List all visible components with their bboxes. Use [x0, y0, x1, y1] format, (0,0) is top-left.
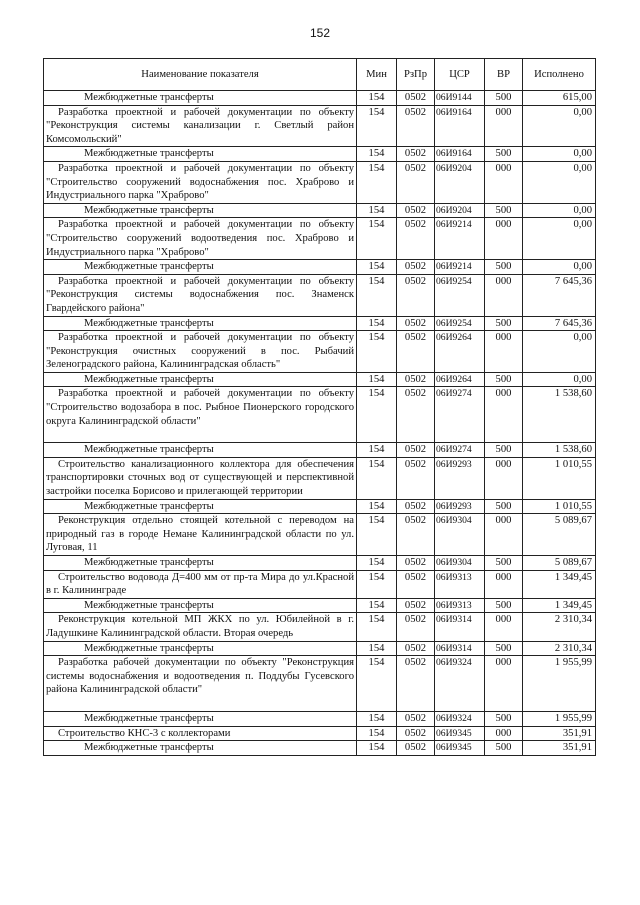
- row-csr: 06И9254: [435, 274, 485, 316]
- row-rzpr: 0502: [397, 711, 435, 726]
- row-rzpr: 0502: [397, 457, 435, 499]
- row-csr: 06И9345: [435, 726, 485, 741]
- row-done: 351,91: [523, 741, 596, 756]
- row-done: 351,91: [523, 726, 596, 741]
- row-min: 154: [357, 726, 397, 741]
- row-vr: 500: [485, 741, 523, 756]
- row-min: 154: [357, 147, 397, 162]
- row-done: 1 349,45: [523, 598, 596, 613]
- row-vr: 000: [485, 387, 523, 443]
- row-vr: 000: [485, 613, 523, 641]
- row-min: 154: [357, 656, 397, 712]
- row-done: 5 089,67: [523, 514, 596, 556]
- row-done: 2 310,34: [523, 613, 596, 641]
- row-done: 0,00: [523, 147, 596, 162]
- row-vr: 500: [485, 443, 523, 458]
- row-min: 154: [357, 387, 397, 443]
- row-name: Строительство КНС-3 с коллекторами: [44, 726, 357, 741]
- row-min: 154: [357, 499, 397, 514]
- table-row: [44, 218, 596, 260]
- table-row: [44, 457, 596, 499]
- table-row: [44, 91, 596, 106]
- header-name: Наименование показателя: [44, 59, 357, 91]
- row-csr: 06И9274: [435, 387, 485, 443]
- row-min: 154: [357, 457, 397, 499]
- row-vr: 500: [485, 147, 523, 162]
- budget-table: [43, 58, 596, 756]
- table-body: [44, 91, 596, 756]
- row-rzpr: 0502: [397, 147, 435, 162]
- row-done: 0,00: [523, 161, 596, 203]
- row-rzpr: 0502: [397, 161, 435, 203]
- row-rzpr: 0502: [397, 105, 435, 147]
- row-rzpr: 0502: [397, 387, 435, 443]
- row-done: 1 538,60: [523, 387, 596, 443]
- row-csr: 06И9164: [435, 147, 485, 162]
- table-header-row: [44, 59, 596, 91]
- table-row: [44, 331, 596, 373]
- row-done: 5 089,67: [523, 556, 596, 571]
- row-min: 154: [357, 741, 397, 756]
- table-row: [44, 203, 596, 218]
- row-vr: 000: [485, 457, 523, 499]
- row-vr: 000: [485, 274, 523, 316]
- row-done: 7 645,36: [523, 274, 596, 316]
- row-vr: 500: [485, 556, 523, 571]
- row-done: 0,00: [523, 372, 596, 387]
- table-row: [44, 443, 596, 458]
- row-vr: 500: [485, 598, 523, 613]
- row-name: Межбюджетные трансферты: [44, 147, 357, 162]
- row-done: 2 310,34: [523, 641, 596, 656]
- table-row: [44, 726, 596, 741]
- table-row: [44, 514, 596, 556]
- table-row: [44, 105, 596, 147]
- row-vr: 500: [485, 711, 523, 726]
- row-name: Разработка проектной и рабочей документации по объекту "Реконструкция очистных сооружений в пос. Рыбачий Зеленоградского района, Калининградская область": [44, 331, 357, 373]
- row-vr: 000: [485, 570, 523, 598]
- row-min: 154: [357, 570, 397, 598]
- row-csr: 06И9254: [435, 316, 485, 331]
- row-csr: 06И9144: [435, 91, 485, 106]
- row-done: 0,00: [523, 218, 596, 260]
- row-name: Межбюджетные трансферты: [44, 203, 357, 218]
- row-name: Межбюджетные трансферты: [44, 556, 357, 571]
- row-csr: 06И9324: [435, 711, 485, 726]
- row-done: 7 645,36: [523, 316, 596, 331]
- row-rzpr: 0502: [397, 499, 435, 514]
- row-rzpr: 0502: [397, 598, 435, 613]
- row-min: 154: [357, 372, 397, 387]
- row-vr: 500: [485, 203, 523, 218]
- row-name: Межбюджетные трансферты: [44, 316, 357, 331]
- row-csr: 06И9214: [435, 260, 485, 275]
- row-done: 1 349,45: [523, 570, 596, 598]
- row-name: Разработка проектной и рабочей документации по объекту "Строительство сооружений водоотведения пос. Храброво и Индустриального парка "Храброво": [44, 218, 357, 260]
- row-name: Межбюджетные трансферты: [44, 260, 357, 275]
- row-min: 154: [357, 91, 397, 106]
- row-name: Межбюджетные трансферты: [44, 443, 357, 458]
- row-rzpr: 0502: [397, 656, 435, 712]
- table-row: [44, 570, 596, 598]
- table-row: [44, 613, 596, 641]
- row-rzpr: 0502: [397, 741, 435, 756]
- row-rzpr: 0502: [397, 641, 435, 656]
- row-rzpr: 0502: [397, 331, 435, 373]
- row-vr: 000: [485, 514, 523, 556]
- table-row: [44, 147, 596, 162]
- row-name: Разработка проектной и рабочей документации по объекту "Реконструкция системы канализации г. Светлый район Комсомольский": [44, 105, 357, 147]
- row-csr: 06И9314: [435, 641, 485, 656]
- row-vr: 000: [485, 161, 523, 203]
- row-min: 154: [357, 443, 397, 458]
- row-rzpr: 0502: [397, 316, 435, 331]
- row-name: Разработка рабочей документации по объекту "Реконструкция системы водоснабжения и водоотведения п. Поддубы Гусевского района Калининградской области": [44, 656, 357, 712]
- row-name: Межбюджетные трансферты: [44, 598, 357, 613]
- row-rzpr: 0502: [397, 514, 435, 556]
- row-name: Разработка проектной и рабочей документации по объекту "Реконструкция системы водоснабжения пос. Знаменск Гвардейского района": [44, 274, 357, 316]
- row-rzpr: 0502: [397, 91, 435, 106]
- row-vr: 000: [485, 331, 523, 373]
- table-row: [44, 260, 596, 275]
- row-rzpr: 0502: [397, 443, 435, 458]
- row-done: 1 010,55: [523, 457, 596, 499]
- row-min: 154: [357, 641, 397, 656]
- row-name: Реконструкция котельной МП ЖКХ по ул. Юбилейной в г. Ладушкине Калининградской области. Вторая очередь: [44, 613, 357, 641]
- table-row: [44, 656, 596, 712]
- row-rzpr: 0502: [397, 613, 435, 641]
- row-name: Реконструкция отдельно стоящей котельной с переводом на природный газ в городе Немане Калининградской области по ул. Луговая, 11: [44, 514, 357, 556]
- row-csr: 06И9204: [435, 161, 485, 203]
- row-done: 1 010,55: [523, 499, 596, 514]
- row-vr: 500: [485, 499, 523, 514]
- row-min: 154: [357, 598, 397, 613]
- row-vr: 000: [485, 105, 523, 147]
- header-vr: ВР: [485, 59, 523, 91]
- row-csr: 06И9324: [435, 656, 485, 712]
- row-min: 154: [357, 161, 397, 203]
- table-row: [44, 598, 596, 613]
- table-row: [44, 711, 596, 726]
- row-vr: 000: [485, 726, 523, 741]
- header-done: Исполнено: [523, 59, 596, 91]
- table-row: [44, 741, 596, 756]
- row-done: 0,00: [523, 203, 596, 218]
- row-csr: 06И9314: [435, 613, 485, 641]
- row-done: 0,00: [523, 331, 596, 373]
- row-rzpr: 0502: [397, 726, 435, 741]
- row-csr: 06И9304: [435, 514, 485, 556]
- row-csr: 06И9164: [435, 105, 485, 147]
- row-vr: 000: [485, 656, 523, 712]
- row-rzpr: 0502: [397, 274, 435, 316]
- row-min: 154: [357, 711, 397, 726]
- page-number: 152: [309, 26, 331, 40]
- table-row: [44, 556, 596, 571]
- row-done: 1 538,60: [523, 443, 596, 458]
- row-done: 1 955,99: [523, 711, 596, 726]
- header-min: Мин: [357, 59, 397, 91]
- row-rzpr: 0502: [397, 218, 435, 260]
- table-row: [44, 387, 596, 443]
- row-vr: 500: [485, 91, 523, 106]
- header-csr: ЦСР: [435, 59, 485, 91]
- row-csr: 06И9293: [435, 499, 485, 514]
- row-vr: 500: [485, 316, 523, 331]
- row-name: Разработка проектной и рабочей документации по объекту "Строительство водозабора в пос. Рыбное Пионерского городского округа Калининградской области": [44, 387, 357, 443]
- row-rzpr: 0502: [397, 556, 435, 571]
- table-row: [44, 499, 596, 514]
- row-name: Межбюджетные трансферты: [44, 372, 357, 387]
- row-name: Межбюджетные трансферты: [44, 499, 357, 514]
- row-csr: 06И9345: [435, 741, 485, 756]
- header-rzpr: РзПр: [397, 59, 435, 91]
- row-vr: 500: [485, 641, 523, 656]
- row-min: 154: [357, 274, 397, 316]
- row-min: 154: [357, 260, 397, 275]
- row-min: 154: [357, 331, 397, 373]
- row-vr: 000: [485, 218, 523, 260]
- row-min: 154: [357, 316, 397, 331]
- row-vr: 500: [485, 372, 523, 387]
- row-csr: 06И9264: [435, 372, 485, 387]
- row-csr: 06И9214: [435, 218, 485, 260]
- row-csr: 06И9204: [435, 203, 485, 218]
- row-rzpr: 0502: [397, 260, 435, 275]
- row-min: 154: [357, 514, 397, 556]
- row-min: 154: [357, 105, 397, 147]
- row-name: Разработка проектной и рабочей документации по объекту "Строительство сооружений водоснабжения пос. Храброво и Индустриального парка "Храброво": [44, 161, 357, 203]
- row-csr: 06И9274: [435, 443, 485, 458]
- row-name: Межбюджетные трансферты: [44, 741, 357, 756]
- row-rzpr: 0502: [397, 570, 435, 598]
- row-min: 154: [357, 218, 397, 260]
- row-done: 615,00: [523, 91, 596, 106]
- row-csr: 06И9293: [435, 457, 485, 499]
- row-rzpr: 0502: [397, 203, 435, 218]
- row-done: 0,00: [523, 260, 596, 275]
- table-row: [44, 161, 596, 203]
- row-min: 154: [357, 556, 397, 571]
- table-row: [44, 274, 596, 316]
- row-name: Строительство водовода Д=400 мм от пр-та Мира до ул.Красной в г. Калининграде: [44, 570, 357, 598]
- row-min: 154: [357, 613, 397, 641]
- row-csr: 06И9313: [435, 598, 485, 613]
- table-row: [44, 316, 596, 331]
- row-name: Строительство канализационного коллектора для обеспечения транспортировки сточных вод от существующей и перспективной застройки поселка Борисово и прилегающей территории: [44, 457, 357, 499]
- row-vr: 500: [485, 260, 523, 275]
- row-done: 0,00: [523, 105, 596, 147]
- row-rzpr: 0502: [397, 372, 435, 387]
- row-done: 1 955,99: [523, 656, 596, 712]
- row-min: 154: [357, 203, 397, 218]
- row-name: Межбюджетные трансферты: [44, 711, 357, 726]
- table-row: [44, 372, 596, 387]
- row-name: Межбюджетные трансферты: [44, 641, 357, 656]
- row-name: Межбюджетные трансферты: [44, 91, 357, 106]
- row-csr: 06И9264: [435, 331, 485, 373]
- row-csr: 06И9313: [435, 570, 485, 598]
- table-row: [44, 641, 596, 656]
- row-csr: 06И9304: [435, 556, 485, 571]
